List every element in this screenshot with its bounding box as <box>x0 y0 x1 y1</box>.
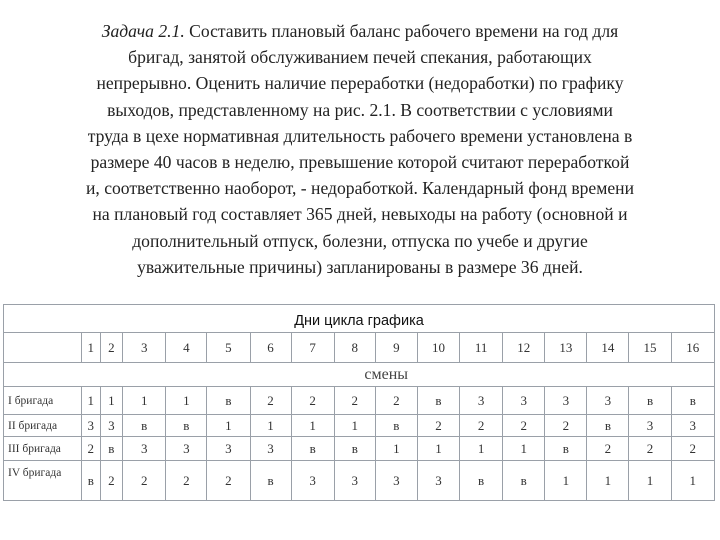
shift-cell: 3 <box>82 415 100 437</box>
shift-cell: 1 <box>250 415 291 437</box>
task-line: размере 40 часов в неделю, превышение которой считают переработкой <box>90 152 630 173</box>
shift-cell: 2 <box>587 437 629 461</box>
day-header: 4 <box>166 333 207 363</box>
shift-cell: 2 <box>82 437 100 461</box>
brigade-name: II бригада <box>4 415 82 437</box>
day-header: 6 <box>250 333 291 363</box>
task-line: бригад, занятой обслуживанием печей спекания, работающих <box>128 47 592 68</box>
shift-cell: 1 <box>417 437 459 461</box>
shift-cell: в <box>123 415 166 437</box>
day-header: 8 <box>334 333 375 363</box>
shift-cell: 3 <box>291 461 334 501</box>
shift-cell: 1 <box>587 461 629 501</box>
day-header: 7 <box>291 333 334 363</box>
shift-cell: в <box>100 437 123 461</box>
brigade-name: I бригада <box>4 387 82 415</box>
brigade-name: IV бригада <box>4 461 82 501</box>
shift-cell: 1 <box>334 415 375 437</box>
shift-cell: 3 <box>671 415 714 437</box>
day-header: 1 <box>82 333 100 363</box>
day-header: 15 <box>629 333 671 363</box>
shift-cell: в <box>82 461 100 501</box>
shift-cell: 3 <box>250 437 291 461</box>
shift-cell: в <box>503 461 545 501</box>
shift-cell: 2 <box>417 415 459 437</box>
task-line: труда в цехе нормативная длительность рабочего времени установлена в <box>87 125 633 146</box>
days-row <box>4 333 715 363</box>
shift-cell: 2 <box>375 387 417 415</box>
shift-cell: в <box>250 461 291 501</box>
shift-cell: 1 <box>460 437 503 461</box>
shift-cell: в <box>291 437 334 461</box>
shift-cell: 1 <box>545 461 587 501</box>
shift-cell: 3 <box>123 437 166 461</box>
brigade-row <box>4 387 715 415</box>
shift-cell: 3 <box>100 415 123 437</box>
shift-cell: в <box>545 437 587 461</box>
shift-cell: 3 <box>503 387 545 415</box>
brigade-row <box>4 415 715 437</box>
shift-cell: 2 <box>207 461 250 501</box>
day-header: 2 <box>100 333 123 363</box>
task-line: непрерывно. Оценить наличие переработки (недоработки) по графику <box>96 73 624 94</box>
task-label: Задача 2.1. <box>101 21 185 41</box>
shift-cell: 3 <box>629 415 671 437</box>
shift-cell: 1 <box>375 437 417 461</box>
shift-cell: 3 <box>417 461 459 501</box>
shift-cell: 3 <box>375 461 417 501</box>
brigade-name: III бригада <box>4 437 82 461</box>
shift-cell: в <box>587 415 629 437</box>
shift-cell: 1 <box>166 387 207 415</box>
day-header: 9 <box>375 333 417 363</box>
day-header: 10 <box>417 333 459 363</box>
task-line: дополнительный отпуск, болезни, отпуска по учебе и другие <box>132 230 588 251</box>
day-header: 5 <box>207 333 250 363</box>
day-header: 3 <box>123 333 166 363</box>
shift-cell: 3 <box>207 437 250 461</box>
schedule-table <box>3 304 715 501</box>
day-header: 12 <box>503 333 545 363</box>
shift-cell: 1 <box>629 461 671 501</box>
shift-cell: 2 <box>334 387 375 415</box>
task-line: выходов, представленному на рис. 2.1. В соответствии с условиями <box>107 99 613 120</box>
shift-cell: 2 <box>503 415 545 437</box>
shift-cell: 2 <box>291 387 334 415</box>
day-header: 11 <box>460 333 503 363</box>
shift-cell: 3 <box>460 387 503 415</box>
shift-cell: в <box>375 415 417 437</box>
task-line-text: Составить плановый баланс рабочего времени на год для <box>184 21 619 41</box>
shift-cell: 2 <box>545 415 587 437</box>
shift-cell: 1 <box>123 387 166 415</box>
table-title: Дни цикла графика <box>4 305 715 333</box>
shift-cell: 2 <box>460 415 503 437</box>
task-line: и, соответственно наоборот, - недоработкой. Календарный фонд времени <box>85 178 635 199</box>
shift-cell: в <box>166 415 207 437</box>
task-line: на плановый год составляет 365 дней, невыходы на работу (основной и <box>92 204 628 225</box>
shift-cell: 2 <box>250 387 291 415</box>
shift-cell: 2 <box>166 461 207 501</box>
shift-cell: в <box>207 387 250 415</box>
header-empty-cell <box>4 333 82 363</box>
shift-cell: 2 <box>629 437 671 461</box>
shift-cell: 3 <box>545 387 587 415</box>
shift-cell: в <box>417 387 459 415</box>
shift-cell: в <box>334 437 375 461</box>
shift-cell: 2 <box>671 437 714 461</box>
shift-cell: 1 <box>100 387 123 415</box>
shift-cell: в <box>460 461 503 501</box>
task-line: уважительные причины) запланированы в размере 36 дней. <box>137 256 583 277</box>
shift-cell: в <box>671 387 714 415</box>
shift-cell: 1 <box>503 437 545 461</box>
shift-cell: 3 <box>166 437 207 461</box>
shifts-label: смены <box>4 363 715 387</box>
shift-cell: 2 <box>100 461 123 501</box>
shift-cell: 3 <box>334 461 375 501</box>
shift-cell: 1 <box>207 415 250 437</box>
shift-cell: 1 <box>82 387 100 415</box>
day-header: 16 <box>671 333 714 363</box>
task-line <box>20 18 700 44</box>
task-text <box>20 18 700 280</box>
shift-cell: 2 <box>123 461 166 501</box>
shift-cell: в <box>629 387 671 415</box>
shift-cell: 1 <box>291 415 334 437</box>
brigade-row <box>4 437 715 461</box>
shift-cell: 3 <box>587 387 629 415</box>
day-header: 14 <box>587 333 629 363</box>
shift-cell: 1 <box>671 461 714 501</box>
brigade-row <box>4 461 715 501</box>
day-header: 13 <box>545 333 587 363</box>
